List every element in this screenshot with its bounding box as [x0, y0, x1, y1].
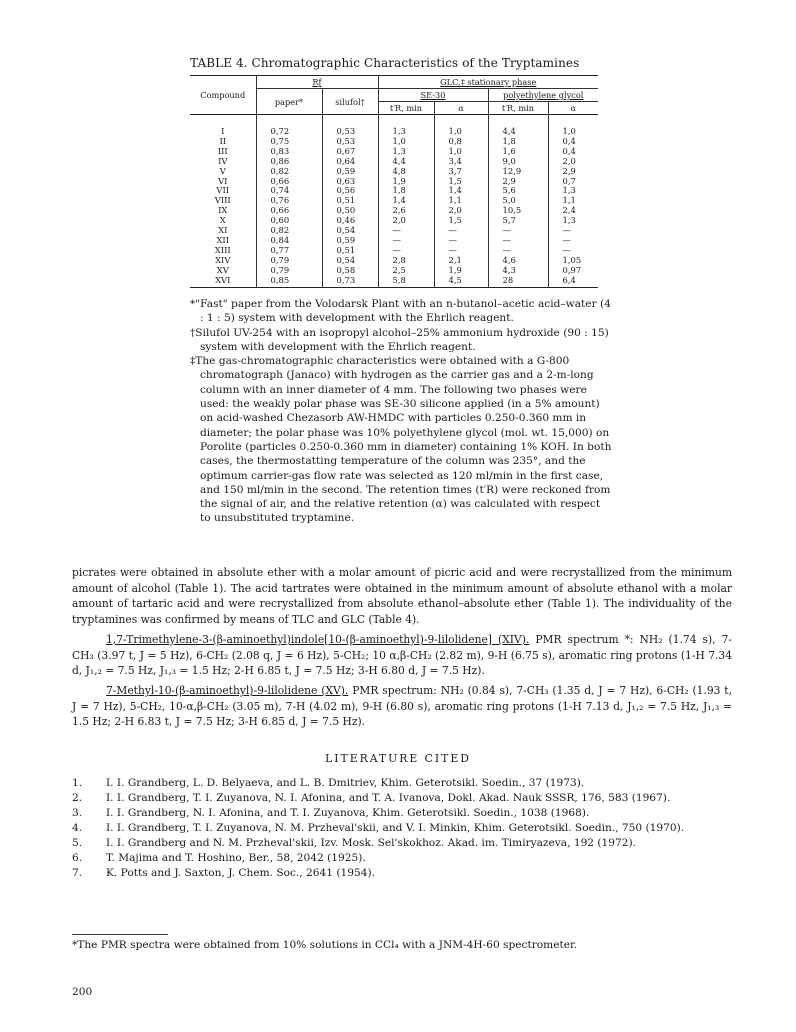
pmr-spectrum-text: PMR spectrum: NH₂ (0.84 s), 7-CH₃ (1.35 d, J = 7 Hz), 6-CH₂ (1.93 t, J = 7 Hz), 5-CH₂, 10-α,β-CH₂ (3.05 m), 7-H (4.02 m), 9-H (6.80 s), aromatic ring protons (1-H 7.13 d, J₁,₂ = 7.5 Hz, J₁,₃ = 1.5 Hz; 2-H 6.83 t, J = 7.5 Hz; 3-H 6.85 d, J = 7.5 Hz). — [72, 683, 732, 729]
value-cell: 0,54 — [322, 256, 378, 266]
value-cell: 1,05 — [548, 256, 598, 266]
value-cell: 0,58 — [322, 266, 378, 276]
value-cell: 2,0 — [434, 206, 488, 216]
col-header-paper: paper* — [256, 89, 322, 115]
value-cell: 0,74 — [256, 186, 322, 196]
value-cell: 0,63 — [322, 177, 378, 187]
table-4-block — [190, 56, 598, 288]
value-cell: 0,82 — [256, 167, 322, 177]
value-cell: 0,51 — [322, 196, 378, 206]
value-cell: 2,4 — [548, 206, 598, 216]
reference-item — [72, 836, 732, 851]
value-cell: 1,8 — [378, 186, 434, 196]
value-cell: 0,67 — [322, 147, 378, 157]
reference-number: 4. — [72, 822, 83, 834]
value-cell: 1,3 — [378, 115, 434, 137]
reference-item — [72, 806, 732, 821]
value-cell: 1,0 — [378, 137, 434, 147]
value-cell: 1,3 — [548, 216, 598, 226]
value-cell: 1,1 — [434, 196, 488, 206]
value-cell: — — [548, 236, 598, 246]
value-cell: 1,4 — [378, 196, 434, 206]
reference-number: 7. — [72, 867, 83, 879]
col-header-peg-tr: t′R, min — [488, 102, 548, 115]
value-cell: 1,9 — [378, 177, 434, 187]
value-cell: — — [434, 226, 488, 236]
value-cell: 0,56 — [322, 186, 378, 196]
compound-title: 7-Methyl-10-(β-aminoethyl)-9-lilolidene (XV). — [106, 683, 349, 697]
compound-cell: XIV — [215, 254, 231, 265]
value-cell: — — [488, 246, 548, 256]
value-cell: 4,6 — [488, 256, 548, 266]
value-cell: 28 — [488, 276, 548, 287]
value-cell: 0,84 — [256, 236, 322, 246]
compound-cell: III — [217, 145, 228, 156]
value-cell: 0,79 — [256, 266, 322, 276]
value-cell: 1,0 — [548, 115, 598, 137]
value-cell: 0,72 — [256, 115, 322, 137]
value-cell: — — [548, 246, 598, 256]
value-cell: 0,66 — [256, 206, 322, 216]
value-cell: 0,59 — [322, 167, 378, 177]
value-cell: 0,66 — [256, 177, 322, 187]
value-cell: 0,50 — [322, 206, 378, 216]
reference-item — [72, 866, 732, 881]
value-cell: 0,54 — [322, 226, 378, 236]
reference-text: I. I. Grandberg, T. I. Zuyanova, N. M. Przheval'skii, and V. I. Minkin, Khim. Geterotsikl. Soedin., 750 (1970). — [106, 822, 685, 834]
col-header-peg-alpha: α — [548, 102, 598, 115]
value-cell: 9,0 — [488, 157, 548, 167]
value-cell: 2,6 — [378, 206, 434, 216]
reference-number: 1. — [72, 777, 83, 789]
value-cell: — — [548, 226, 598, 236]
value-cell: 2,9 — [488, 177, 548, 187]
table-caption: TABLE 4. Chromatographic Characteristics of the Tryptamines — [190, 56, 580, 70]
reference-item — [72, 821, 732, 836]
compound-cell: V — [219, 165, 226, 176]
value-cell: 1,9 — [434, 266, 488, 276]
col-header-se30: SE-30 — [378, 89, 488, 102]
chromatography-table — [190, 75, 598, 288]
value-cell: 0,8 — [434, 137, 488, 147]
value-cell: 1,3 — [378, 147, 434, 157]
table-footnote: ‡The gas-chromatographic characteristics were obtained with a G-800 chromatograph (Janaco) with hydrogen as the carrier gas and a 2-m-long column with an inner diameter of 4 mm. The following two phases were used: the weakly polar phase was SE-30 silicone applied (in a 5% amount) on acid-washed Chezasorb AW-HMDC with particles 0.250-0.360 mm in diameter; the polar phase was 10% polyethylene glycol (mol. wt. 15,000) on Porolite (particles 0.250-0.360 mm in diameter) containing 1% KOH. In both cases, the thermostatting temperature of the column was 235°, and the optimum carrier-gas flow rate was selected as 120 ml/min in the first case, and 150 ml/min in the second. The retention times (t′R) were reckoned from the signal of air, and the relative retention (α) was calculated with respect to unsubstituted tryptamine. — [190, 355, 612, 525]
col-header-compound: Compound — [200, 90, 246, 100]
value-cell: 4,4 — [378, 157, 434, 167]
value-cell: 0,53 — [322, 115, 378, 137]
value-cell: 4,5 — [434, 276, 488, 287]
reference-list — [72, 776, 732, 881]
value-cell: 10,5 — [488, 206, 548, 216]
table-row — [190, 115, 598, 137]
compound-cell: XV — [216, 264, 229, 275]
value-cell: 6,4 — [548, 276, 598, 287]
value-cell: 2,9 — [548, 167, 598, 177]
value-cell: 0,51 — [322, 246, 378, 256]
col-header-rf: Rƒ — [256, 76, 378, 89]
value-cell: 0,82 — [256, 226, 322, 236]
reference-text: I. I. Grandberg and N. M. Przheval'skii, Izv. Mosk. Sel'skokhoz. Akad. im. Timiryazeva, 192 (1972). — [106, 837, 637, 849]
value-cell: 1,5 — [434, 177, 488, 187]
value-cell: — — [434, 246, 488, 256]
literature-heading: LITERATURE CITED — [325, 752, 471, 765]
reference-item — [72, 776, 732, 791]
value-cell: 1,0 — [434, 115, 488, 137]
table-footnotes — [190, 297, 614, 526]
value-cell: 0,77 — [256, 246, 322, 256]
value-cell: 0,85 — [256, 276, 322, 287]
value-cell: 0,64 — [322, 157, 378, 167]
value-cell: 1,8 — [488, 137, 548, 147]
value-cell: 0,7 — [548, 177, 598, 187]
col-header-se30-tr: t′R, min — [378, 102, 434, 115]
reference-text: I. I. Grandberg, N. I. Afonina, and T. I. Zuyanova, Khim. Geterotsikl. Soedin., 1038 (1968). — [106, 807, 590, 819]
value-cell: 1,6 — [488, 147, 548, 157]
value-cell: 0,73 — [322, 276, 378, 287]
value-cell: 0,4 — [548, 147, 598, 157]
compound-cell: IX — [218, 205, 228, 216]
compound-cell: VII — [216, 185, 230, 196]
paragraph-compound-xv — [72, 683, 732, 730]
value-cell: 0,83 — [256, 147, 322, 157]
reference-number: 5. — [72, 837, 83, 849]
value-cell: 5,6 — [488, 186, 548, 196]
value-cell: 2,0 — [548, 157, 598, 167]
value-cell: 1,3 — [548, 186, 598, 196]
col-header-se30-alpha: α — [434, 102, 488, 115]
table-footnote: *"Fast" paper from the Volodarsk Plant with an n-butanol–acetic acid–water (4 : 1 : 5) system with development with the Ehrlich reagent. — [190, 298, 611, 325]
value-cell: 0,53 — [322, 137, 378, 147]
compound-cell: I — [221, 126, 225, 136]
value-cell: 0,76 — [256, 196, 322, 206]
value-cell: 0,75 — [256, 137, 322, 147]
value-cell: 1,5 — [434, 216, 488, 226]
table-row — [190, 276, 598, 287]
reference-number: 3. — [72, 807, 83, 819]
value-cell: 5,8 — [378, 276, 434, 287]
body-text — [72, 565, 732, 730]
col-header-glc: GLC,‡ stationary phase — [378, 76, 598, 89]
compound-title: 1,7-Trimethylene-3-(β-aminoethyl)indole[10-(β-aminoethyl)-9-lilolidene] (XIV). — [106, 632, 530, 646]
value-cell: 2,5 — [378, 266, 434, 276]
col-header-peg: polyethylene glycol — [488, 89, 598, 102]
value-cell: 2,8 — [378, 256, 434, 266]
value-cell: 0,86 — [256, 157, 322, 167]
value-cell: — — [488, 226, 548, 236]
value-cell: 1,4 — [434, 186, 488, 196]
reference-item — [72, 851, 732, 866]
value-cell: 4,4 — [488, 115, 548, 137]
value-cell: 4,3 — [488, 266, 548, 276]
value-cell: 2,0 — [378, 216, 434, 226]
reference-number: 2. — [72, 792, 83, 804]
reference-text: T. Majima and T. Hoshino, Ber., 58, 2042 (1925). — [106, 852, 366, 864]
compound-cell: XVI — [215, 274, 231, 285]
value-cell: 5,7 — [488, 216, 548, 226]
value-cell: 4,8 — [378, 167, 434, 177]
compound-cell: X — [219, 215, 226, 226]
value-cell: 0,59 — [322, 236, 378, 246]
page-footnote: *The PMR spectra were obtained from 10% solutions in CCl₄ with a JNM-4H-60 spectrometer. — [72, 939, 578, 951]
value-cell: 0,97 — [548, 266, 598, 276]
paragraph: picrates were obtained in absolute ether with a molar amount of picric acid and were recrystallized from the minimum amount of alcohol (Table 1). The acid tartrates were obtained in the minimum amount of absolute ethanol with a molar amount of tartaric acid and were recrystallized from absolute ethanol–absolute ether (Table 1). The individuality of the tryptamines was confirmed by means of TLC and GLC (Table 4). — [72, 566, 732, 627]
value-cell: — — [434, 236, 488, 246]
reference-text: I. I. Grandberg, T. I. Zuyanova, N. I. Afonina, and T. A. Ivanova, Dokl. Akad. Nauk SSSR, 176, 583 (1967). — [106, 792, 671, 804]
value-cell: 5,0 — [488, 196, 548, 206]
compound-cell: VIII — [214, 195, 231, 206]
reference-number: 6. — [72, 852, 83, 864]
compound-cell: IV — [218, 155, 228, 166]
compound-cell: XIII — [214, 244, 231, 255]
value-cell: — — [378, 246, 434, 256]
compound-cell: XI — [218, 225, 228, 236]
table-footnote: †Silufol UV-254 with an isopropyl alcohol–25% ammonium hydroxide (90 : 15) system with development with the Ehrlich reagent. — [190, 326, 609, 353]
paragraph-compound-xiv — [72, 632, 732, 679]
value-cell: 0,79 — [256, 256, 322, 266]
value-cell: 0,60 — [256, 216, 322, 226]
value-cell: 1,0 — [434, 147, 488, 157]
footnote-divider — [72, 934, 168, 935]
value-cell: 3,7 — [434, 167, 488, 177]
compound-cell: II — [219, 135, 227, 146]
reference-item — [72, 791, 732, 806]
value-cell: 0,46 — [322, 216, 378, 226]
value-cell: 1,1 — [548, 196, 598, 206]
compound-cell: VI — [218, 175, 228, 186]
value-cell: 3,4 — [434, 157, 488, 167]
col-header-silufol: silufol† — [322, 89, 378, 115]
value-cell: — — [488, 236, 548, 246]
value-cell: 2,1 — [434, 256, 488, 266]
compound-cell: XII — [216, 234, 230, 245]
page-number: 200 — [72, 986, 93, 998]
value-cell: 0,4 — [548, 137, 598, 147]
table-header — [190, 76, 598, 115]
value-cell: — — [378, 236, 434, 246]
value-cell: — — [378, 226, 434, 236]
reference-text: I. I. Grandberg, L. D. Belyaeva, and L. B. Dmitriev, Khim. Geterotsikl. Soedin., 37 (1973). — [106, 777, 585, 789]
value-cell: 12,9 — [488, 167, 548, 177]
table-body — [190, 115, 598, 288]
reference-text: K. Potts and J. Saxton, J. Chem. Soc., 2641 (1954). — [106, 867, 375, 879]
pmr-spectrum-text: PMR spectrum *: NH₂ (1.74 s), 7-CH₃ (3.97 t, J = 5 Hz), 6-CH₂ (2.08 q, J = 6 Hz), 5-CH₂; 10 α,β-CH₂ (2.82 m), 9-H (6.75 s), aromatic ring protons (1-H 7.34 d, J₁,₂ = 7.5 Hz, J₁,₃ = 1.5 Hz; 2-H 6.85 t, J = 7.5 Hz; 3-H 6.80 d, J = 7.5 Hz). — [72, 632, 732, 678]
